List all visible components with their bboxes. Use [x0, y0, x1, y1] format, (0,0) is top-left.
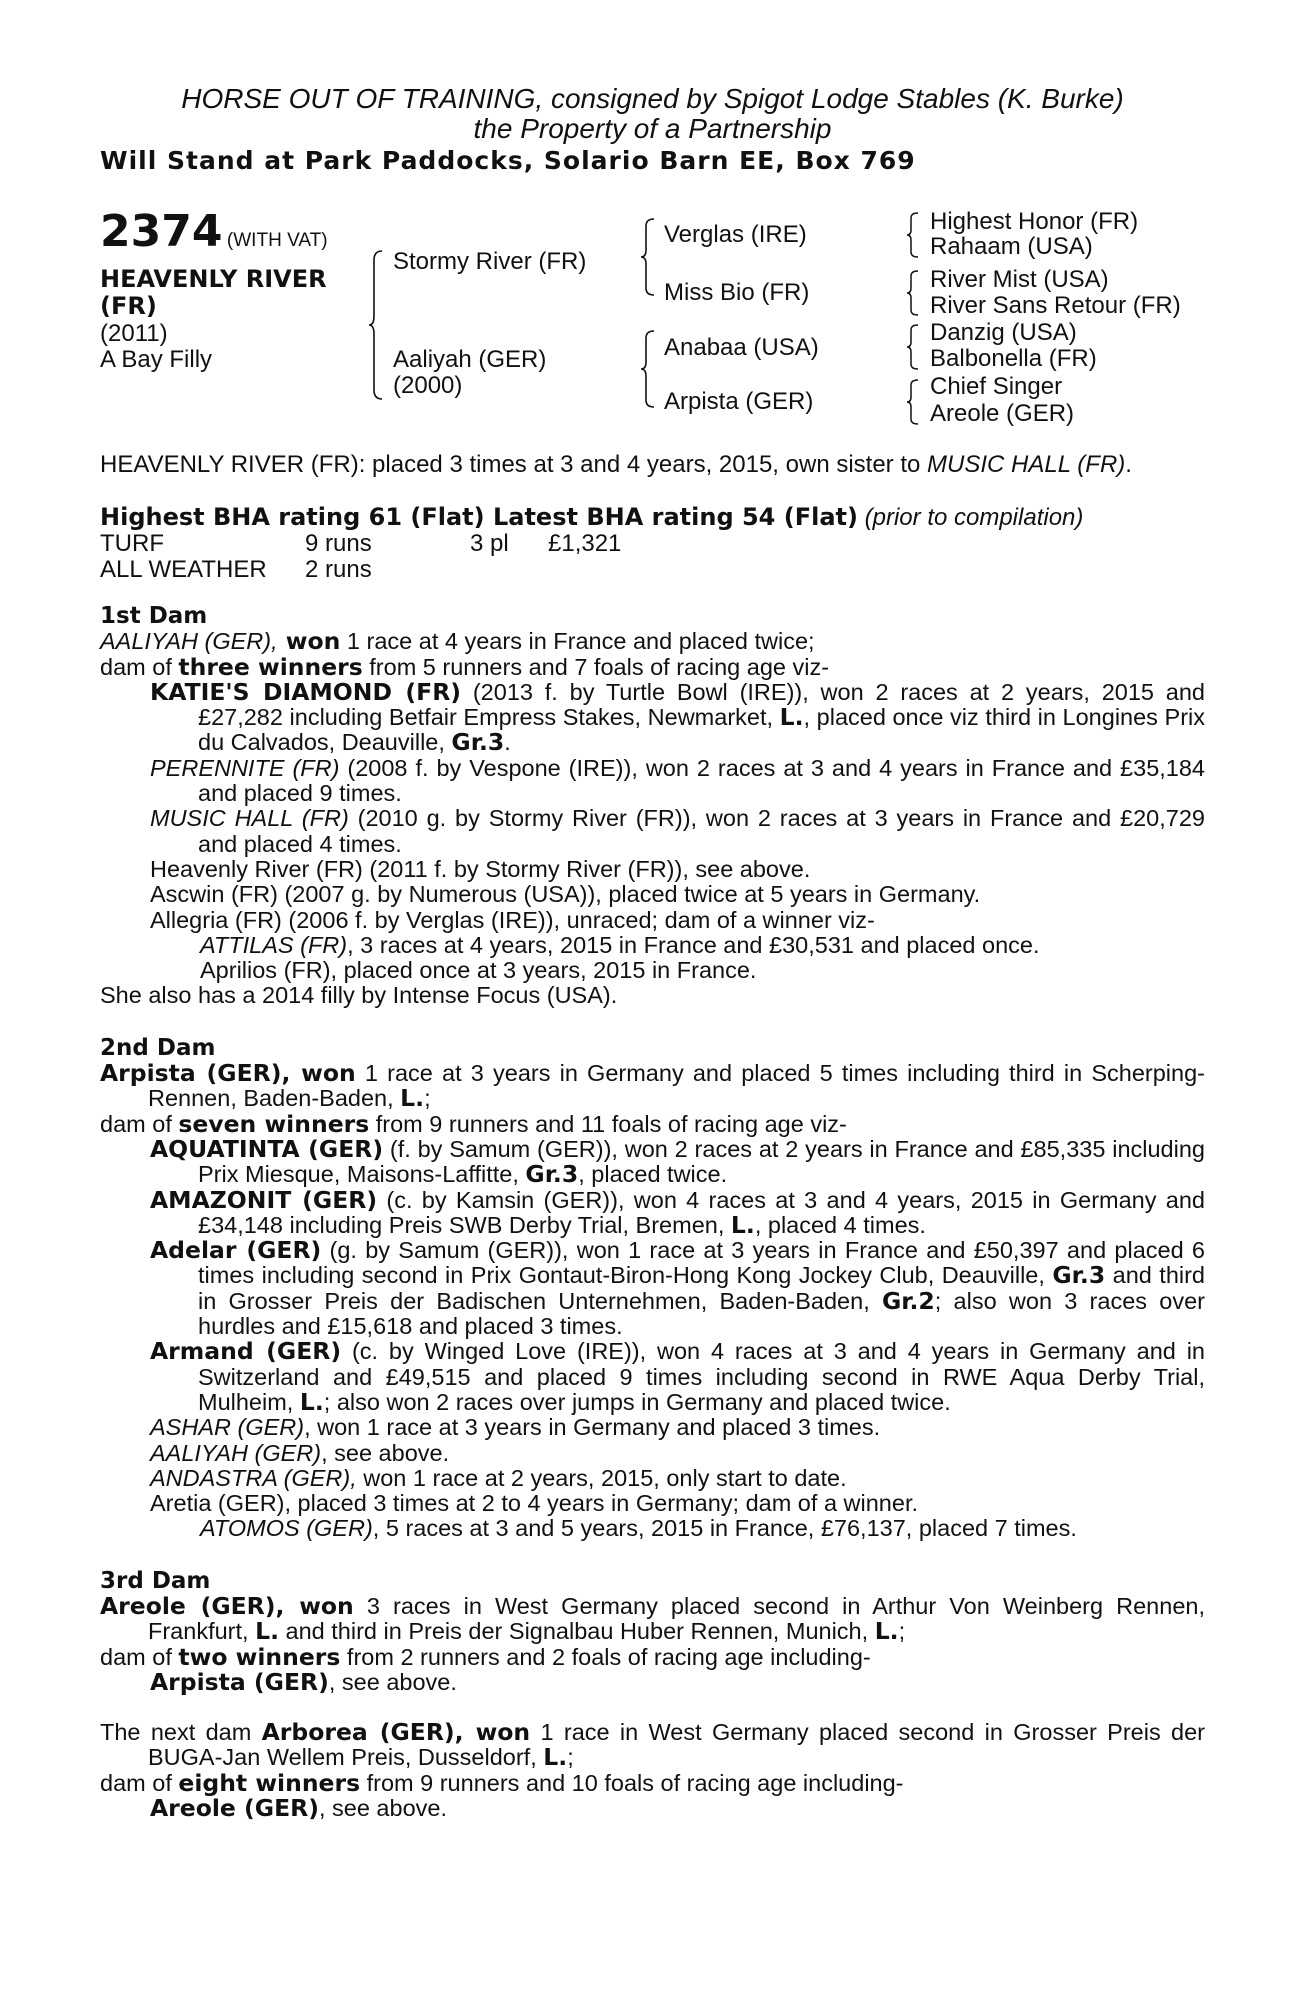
offspring-perennite: PERENNITE (FR) (2008 f. by Vespone (IRE)), won 2 races at 3 and 4 years in France and £35,184 and placed 9 times.	[150, 754, 1205, 807]
vat-label: (WITH VAT)	[226, 230, 328, 251]
lot-number-row	[100, 206, 328, 257]
grand-offspring-atomos: ATOMOS (GER), 5 races at 3 and 5 years, 2015 in France, £76,137, placed 7 times.	[200, 1515, 1077, 1542]
pedigree-brace-main	[368, 250, 384, 400]
dam-year: (2000)	[393, 372, 463, 399]
ggdam-4: Areole (GER)	[930, 400, 1075, 427]
horse-name-line2: (FR)	[100, 292, 157, 320]
offspring-armand: Armand (GER) (c. by Winged Love (IRE)), won 4 races at 3 and 4 years in Germany and in Switzerland and £49,515 and placed 9 times including second in RWE Aqua Derby Trial, Mulheim, L.; also won 2 races over jumps in Germany and placed twice.	[150, 1337, 1205, 1416]
aw-label: ALL WEATHER	[100, 556, 267, 583]
sire-dam: Miss Bio (FR)	[664, 279, 810, 306]
ggsire-3: Danzig (USA)	[930, 319, 1077, 346]
offspring-aretia: Aretia (GER), placed 3 times at 2 to 4 years in Germany; dam of a winner.	[150, 1490, 918, 1517]
sire-name: Stormy River (FR)	[393, 248, 587, 275]
lot-number: 2374	[100, 206, 223, 257]
offspring-adelar: Adelar (GER) (g. by Samum (GER)), won 1 race at 3 years in France and £50,397 and placed 6 times including second in Prix Gontaut-Biron-Hong Kong Jockey Club, Deauville, Gr.3 and third in Grosser Preis der Badischen Unternehmen, Baden-Baden, Gr.2; also won 3 races over hurdles and £15,618 and placed 3 times.	[150, 1236, 1205, 1340]
bha-rating: Highest BHA rating 61 (Flat) Latest BHA rating 54 (Flat) (prior to compilation)	[100, 503, 1084, 531]
offspring-heavenly-river: Heavenly River (FR) (2011 f. by Stormy River (FR)), see above.	[150, 855, 811, 882]
aw-runs: 2 runs	[305, 556, 372, 583]
pedigree-brace-gg4	[906, 379, 920, 425]
turf-earnings: £1,321	[548, 530, 622, 557]
third-dam-line: Areole (GER), won 3 races in West Germany placed second in Arthur Von Weinberg Rennen, Frankfurt, L. and third in Preis der Signalbau Huber Rennen, Munich, L.;	[100, 1591, 1205, 1646]
turf-label: TURF	[100, 530, 164, 557]
header-property: the Property of a Partnership	[473, 113, 832, 144]
second-dam-line: Arpista (GER), won 1 race at 3 years in Germany and placed 5 times including third in Scherping-Rennen, Baden-Baden, L.;	[100, 1059, 1205, 1113]
ggdam-3: Balbonella (FR)	[930, 345, 1097, 372]
turf-placed: 3 pl	[470, 530, 509, 557]
offspring-katies-diamond: KATIE'S DIAMOND (FR) (2013 f. by Turtle Bowl (IRE)), won 2 races at 2 years, 2015 and £27,282 including Betfair Empress Stakes, Newmarket, L., placed once viz third in Longines Prix du Calvados, Deauville, Gr.3.	[150, 677, 1205, 757]
first-dam-heading: 1st Dam	[100, 603, 208, 629]
offspring-arpista: Arpista (GER), see above.	[150, 1667, 457, 1696]
first-dam-produce: dam of three winners from 5 runners and 7 foals of racing age viz-	[100, 652, 830, 681]
dam-records	[100, 604, 1205, 1821]
pedigree-brace-dam	[640, 330, 656, 408]
pedigree-brace-gg2	[906, 270, 920, 316]
grand-offspring-attilas: ATTILAS (FR), 3 races at 4 years, 2015 in France and £30,531 and placed once.	[200, 931, 1040, 958]
offspring-amazonit: AMAZONIT (GER) (c. by Kamsin (GER)), won 4 races at 3 and 4 years, 2015 in Germany and £34,148 including Preis SWB Derby Trial, Bremen, L., placed 4 times.	[150, 1185, 1205, 1239]
dam-name: Aaliyah (GER)	[393, 346, 547, 373]
race-summary: HEAVENLY RIVER (FR): placed 3 times at 3 and 4 years, 2015, own sister to MUSIC HALL (FR).	[100, 451, 1132, 478]
first-dam-note: She also has a 2014 filly by Intense Focus (USA).	[100, 982, 618, 1009]
third-dam-produce: dam of two winners from 2 runners and 2 foals of racing age including-	[100, 1642, 871, 1671]
ggdam-2: River Sans Retour (FR)	[930, 292, 1181, 319]
offspring-ascwin: Ascwin (FR) (2007 g. by Numerous (USA)), placed twice at 5 years in Germany.	[150, 881, 981, 908]
ggsire-4: Chief Singer	[930, 373, 1063, 400]
grand-offspring-aprilios: Aprilios (FR), placed once at 3 years, 2015 in France.	[200, 957, 757, 984]
header-consignor: HORSE OUT OF TRAINING, consigned by Spigot Lodge Stables (K. Burke)	[181, 83, 1124, 114]
sire-sire: Verglas (IRE)	[664, 221, 807, 248]
second-dam-produce: dam of seven winners from 9 runners and 11 foals of racing age viz-	[100, 1109, 847, 1138]
horse-description: A Bay Filly	[100, 346, 213, 373]
dam-sire: Anabaa (USA)	[664, 334, 819, 361]
first-dam-line: AALIYAH (GER), won 1 race at 4 years in France and placed twice;	[100, 627, 815, 656]
ggsire-1: Highest Honor (FR)	[930, 208, 1139, 235]
offspring-ashar: ASHAR (GER), won 1 race at 3 years in Germany and placed 3 times.	[150, 1414, 881, 1441]
horse-name-line1: HEAVENLY RIVER	[100, 265, 327, 293]
turf-runs: 9 runs	[305, 530, 372, 557]
ggsire-2: River Mist (USA)	[930, 266, 1109, 293]
offspring-music-hall: MUSIC HALL (FR) (2010 g. by Stormy River (FR)), won 2 races at 3 years in France and £20,729 and placed 4 times.	[150, 805, 1205, 857]
second-dam-heading: 2nd Dam	[100, 1034, 216, 1061]
offspring-aaliyah: AALIYAH (GER), see above.	[150, 1439, 450, 1466]
pedigree-brace-sire	[640, 218, 656, 296]
third-dam-heading: 3rd Dam	[100, 1567, 211, 1594]
horse-year: (2011)	[100, 320, 168, 347]
ggdam-1: Rahaam (USA)	[930, 233, 1093, 260]
sister-name: MUSIC HALL (FR)	[927, 451, 1126, 478]
next-dam-produce: dam of eight winners from 9 runners and 10 foals of racing age including-	[100, 1768, 904, 1797]
offspring-allegria: Allegria (FR) (2006 f. by Verglas (IRE)), unraced; dam of a winner viz-	[150, 906, 875, 933]
offspring-andastra: ANDASTRA (GER), won 1 race at 2 years, 2015, only start to date.	[150, 1464, 847, 1491]
next-dam-line: The next dam Arborea (GER), won 1 race in West Germany placed second in Grosser Preis der BUGA-Jan Wellem Preis, Dusseldorf, L.;	[100, 1718, 1206, 1772]
header-location: Will Stand at Park Paddocks, Solario Barn EE, Box 769	[100, 146, 916, 175]
offspring-aquatinta: AQUATINTA (GER) (f. by Samum (GER)), won 2 races at 2 years in France and £85,335 including Prix Miesque, Maisons-Laffitte, Gr.3, placed twice.	[150, 1134, 1205, 1189]
dam-dam: Arpista (GER)	[664, 388, 814, 415]
offspring-areole: Areole (GER), see above.	[150, 1794, 447, 1823]
pedigree-brace-gg3	[906, 324, 920, 370]
pedigree-brace-gg1	[906, 212, 920, 258]
